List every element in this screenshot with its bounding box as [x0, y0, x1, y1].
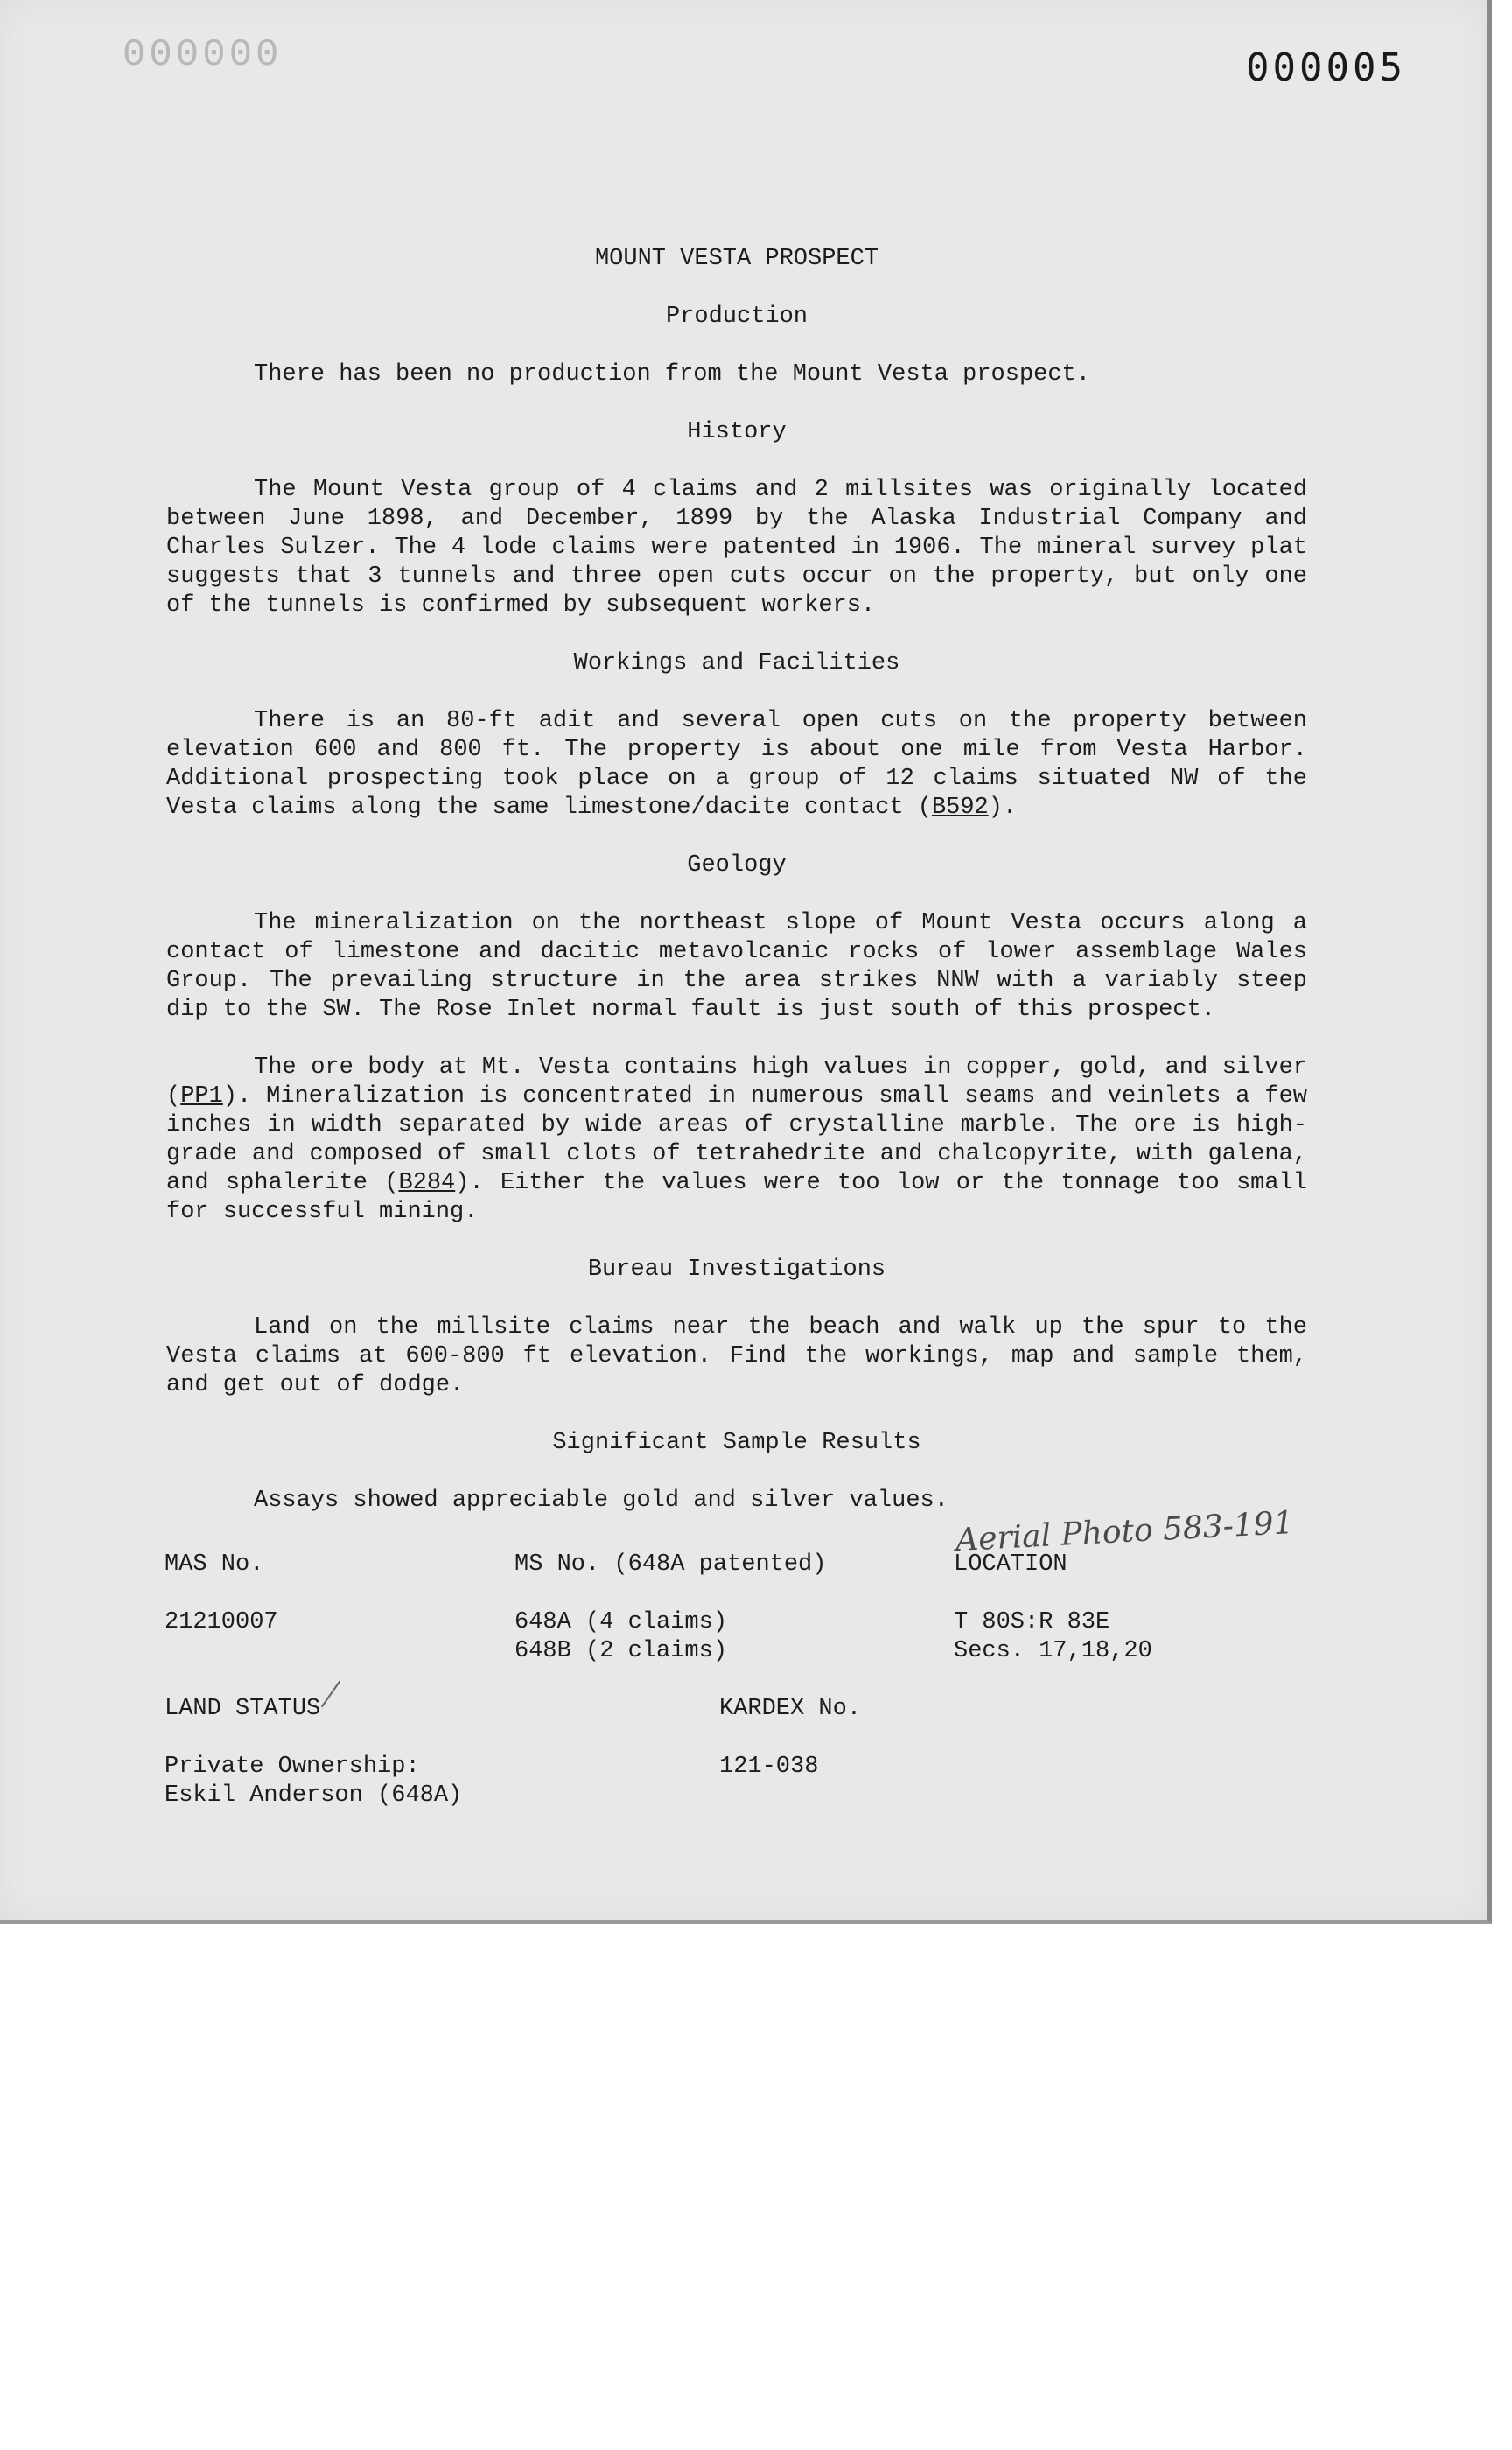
- handwritten-aerial-photo-note: Aerial Photo 583-191: [955, 1504, 1295, 1559]
- page-stamp-number: 000005: [1246, 46, 1406, 90]
- samples-text: Assays showed appreciable gold and silver values.: [254, 1488, 948, 1514]
- production-text: There has been no production from the Mount Vesta prospect.: [254, 361, 1090, 388]
- kardex-value: 121-038: [719, 1754, 819, 1780]
- history-heading: History: [687, 419, 787, 445]
- location-value-1: T 80S:R 83E: [954, 1609, 1110, 1635]
- land-status-value-2: Eskil Anderson (648A): [164, 1782, 463, 1809]
- reference-pp1: PP1: [180, 1083, 223, 1110]
- samples-heading: Significant Sample Results: [552, 1430, 921, 1456]
- kardex-label: KARDEX No.: [719, 1696, 862, 1722]
- workings-heading: Workings and Facilities: [573, 650, 900, 676]
- geology-heading: Geology: [687, 852, 787, 878]
- document-body: [166, 245, 1307, 1516]
- mas-label: MAS No.: [164, 1551, 264, 1578]
- geology-text-1: The mineralization on the northeast slope of Mount Vesta occurs along a contact of limestone and dacitic metavolcanic rocks of lower assemblage Wales Group. The prevailing structure in the area strikes NNW with a variably steep dip to the SW. The Rose Inlet normal fault is just south of this prospect.: [166, 910, 1307, 1023]
- reference-b592: B592: [931, 794, 989, 821]
- geology-text-2: The ore body at Mt. Vesta contains high values in copper, gold, and silver (PP1). Mineralization is concentrated in numerous small seams and veinlets a few inches in width separated by wide areas of crystalline marble. The ore is high-grade and composed of small clots of tetrahedrite and chalcopyrite, with galena, and sphalerite (B284). Either the values were too low or the tonnage too small for successful mining.: [166, 1054, 1307, 1225]
- ms-label: MS No. (648A patented): [514, 1551, 827, 1578]
- document-title: MOUNT VESTA PROSPECT: [594, 246, 879, 272]
- land-status-label: LAND STATUS: [164, 1696, 321, 1722]
- workings-text: There is an 80-ft adit and several open cuts on the property between elevation 600 and 800 ft. The property is about one mile from Vesta Harbor. Additional prospecting took place on a group of 12 claims situated NW of the Vesta claims along the same limestone/dacite contact (B592).: [166, 708, 1307, 821]
- faint-stamp-number: 000000: [122, 33, 283, 77]
- production-heading: Production: [665, 304, 808, 330]
- bureau-text: Land on the millsite claims near the beach and walk up the spur to the Vesta claims at 600-800 ft elevation. Find the workings, map and sample them, and get out of dodge.: [166, 1314, 1307, 1398]
- location-label: LOCATION: [954, 1551, 1068, 1578]
- land-status-value-1: Private Ownership:: [164, 1754, 420, 1780]
- reference-b284: B284: [398, 1170, 456, 1196]
- pen-mark: [321, 1681, 340, 1708]
- ms-value-2: 648B (2 claims): [514, 1638, 728, 1664]
- history-text: The Mount Vesta group of 4 claims and 2 millsites was originally located between June 1898, and December, 1899 by the Alaska Industrial Company and Charles Sulzer. The 4 lode claims were patented in 1906. The mineral survey plat suggests that 3 tunnels and three open cuts occur on the property, but only one of the tunnels is confirmed by subsequent workers.: [166, 477, 1307, 619]
- bureau-heading: Bureau Investigations: [587, 1256, 886, 1283]
- location-value-2: Secs. 17,18,20: [954, 1638, 1152, 1664]
- ms-value-1: 648A (4 claims): [514, 1609, 728, 1635]
- mas-value: 21210007: [164, 1609, 278, 1635]
